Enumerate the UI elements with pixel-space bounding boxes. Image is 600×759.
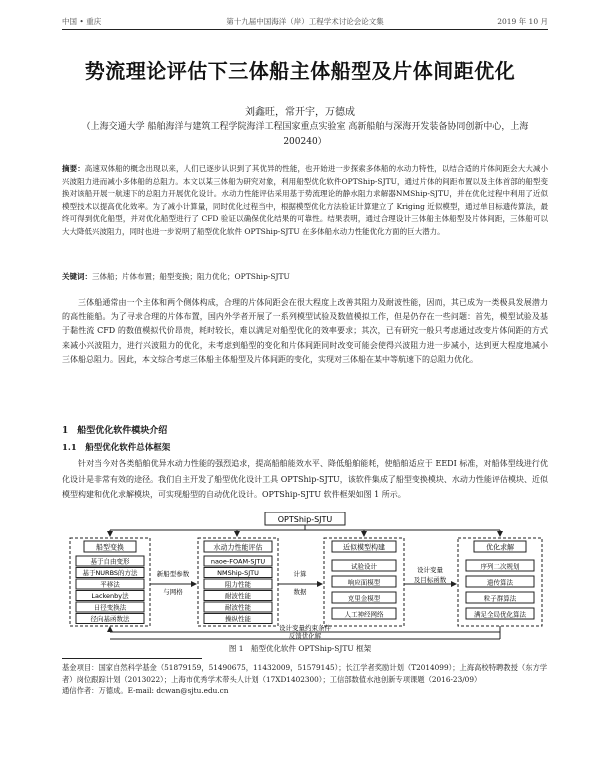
framework-diagram [62,512,548,642]
footnotes [62,662,548,697]
keywords-label: 关键词： [62,272,92,281]
group4-item: 遗传算法 [487,578,513,587]
group3-item: 响应面模型 [347,578,381,587]
group2-item: NMShip-SJTU [217,569,259,577]
footnote-funding: 基金项目：国家自然科学基金（51879159，51490675，11432009，51579145）；长江学者奖励计划（T2014099）；上海高校特聘教授（东方学者）岗位跟踪计划（2013022）；上海市优秀学术带头人计划（17XD1402300）；工信部数值水池创新专项课题（2016-23/09） [62,663,548,684]
group1-item: 径向基函数法 [90,615,130,623]
header-date: 2019 年 10 月 [497,17,548,26]
abstract-label: 摘要： [62,164,85,173]
group3-item: 人工神经网络 [344,610,384,619]
group3-title: 近似模型构建 [343,543,385,552]
link1-label-2: 与网格 [163,588,183,596]
link3-label-2: 及目标函数 [413,576,447,584]
header-proceedings: 第十九届中国海洋（岸）工程学术讨论会论文集 [226,17,384,26]
group4-item: 粒子群算法 [483,594,517,603]
group1-item: Lackenby法 [91,592,129,600]
group4-items [466,560,534,619]
group4-title: 优化求解 [486,543,514,552]
group2-items [204,556,272,624]
keywords [62,271,548,282]
bottom-label-1: 设计变量约束条件 [279,624,331,632]
section-heading: 1 船型优化软件模块介绍 [62,426,168,436]
group1-item: 平移法 [100,580,120,589]
abstract-text: 高速双体船的概念出现以来，人们已逐步认识到了其优异的性能，也开始进一步探索多体船的水动力特性，以结合适的片体间距会大大减小兴波阻力进而减小多体船的总阻力。本文以某三体船为研究对象，利用船型优化软件OPTShip-SJTU，通过片体的间距布置以及主体首部的船型变换对该船开展一航速下的总阻力开展优化设计。水动力性能评估采用基于势流理论的静水阻力求解器NMShip-SJTU，并在优化过程中利用了近似模型技术以提高优化效率。为了减小计算量，同时优化过程当中，根据模型优化方法验证计算建立了 Kriging 近似模型，通过单目标遗传算法，最终可得到优化船型，并对优化船型进行了 CFD 验证以确保优化结果的可靠性。结果表明，通过合理设计三体船主体船型及片体间距，三体船可以大大降低兴波阻力，同时也进一步说明了船型优化软件 OPTShip-SJTU 在多体船水动力性能优化方面的巨大潜力。 [62,164,549,236]
header-divider [62,29,548,30]
group3-item: 试验设计 [351,562,377,571]
group4-item: 序列二次规划 [480,562,520,571]
subsection-heading: 1.1 船型优化软件总体框架 [62,443,171,453]
group1-item: 日径变换法 [93,603,127,612]
footnote-contact: 通信作者：万德成。E-mail: dcwan@sjtu.edu.cn [62,686,229,695]
top-node-label: OPTShip-SJTU [277,515,333,524]
footnote-divider [62,658,202,659]
group1-title: 船型变换 [96,543,124,552]
group4-item: 满足全局优化算法 [474,610,526,619]
bottom-label-2: 反馈优化解 [288,632,322,640]
link3-label: 设计变量 [417,566,443,574]
group3-items [332,560,396,619]
link2-label: 计算 [293,570,307,578]
paper-title: 势流理论评估下三体船主体船型及片体间距优化 [84,59,516,83]
group1-item: 基于NURBS的方法 [82,569,138,577]
framework-paragraph: 针对当今对各类船舶优异水动力性能的强烈追求，提高船舶能效水平、降低船舶能耗，使船舶适应于 EEDI 标准，对船体型线进行优化设计是非常有效的途径。我们自主开发了船型优化设计工具 OPTShip-SJTU，该软件集成了船型变换模块、水动力性能评估模块、近似模型构建和优化求解模块，可实现船型的自动优化设计。OPTShip-SJTU 软件框架如图 1 所示。 [62,459,548,499]
keywords-text: 三体船；片体布置；船型变换；阻力优化；OPTShip-SJTU [92,272,290,281]
paper-authors: 刘鑫旺，常开宇，万德成 [245,107,355,118]
abstract [62,163,548,239]
link1-label: 新船型参数 [156,570,190,578]
group2-title: 水动力性能评估 [213,543,263,552]
figure-caption: 图 1 船型优化软件 OPTShip-SJTU 框架 [228,644,372,653]
intro-paragraph: 三体船通常由一个主体和两个侧体构成，合理的片体间距会在很大程度上改善其阻力及耐波性能，因而，其已成为一类极具发展潜力的高性能船。为了寻求合理的片体布置，国内外学者开展了一系列模型试验及数值模拟工作，但是仍存在一些问题：首先，模型试验及基于黏性流 CFD 的数值模拟代价昂贵，耗时较长，难以满足对船型优化的效率要求；其次，已有研究一般只考虑通过改变片体间距的方式来减小兴波阻力，进行兴波阻力的优化，未考虑到船型的变化和片体间距同时改变可能会使得兴波阻力进一步减小，达到更大程度地减小三体船总阻力。因此，本文综合考虑三体船主体船型及片体间距的变化，实现对三体船在某中等航速下的总阻力优化。 [62,298,548,364]
link2-label-2: 数据 [293,588,307,596]
framework-figure [62,512,548,642]
group2-item: 操纵性能 [225,615,251,623]
group2-item: naoe-FOAM-SJTU [210,557,266,566]
group3-item: 克里金模型 [347,594,381,603]
group2-item: 阻力性能 [225,580,251,589]
paper-affiliation: （上海交通大学 船舶海洋与建筑工程学院海洋工程国家重点实验室 高新船舶与深海开发装备协同创新中心，上海 200240） [81,122,529,147]
group2-item: 耐波性能 [225,603,251,612]
group1-item: 基于自由变形 [90,557,130,566]
header-location: 中国 • 重庆 [62,17,102,26]
running-header [62,16,548,28]
group2-item: 耐波性能 [225,592,251,600]
group1-items [76,556,144,624]
